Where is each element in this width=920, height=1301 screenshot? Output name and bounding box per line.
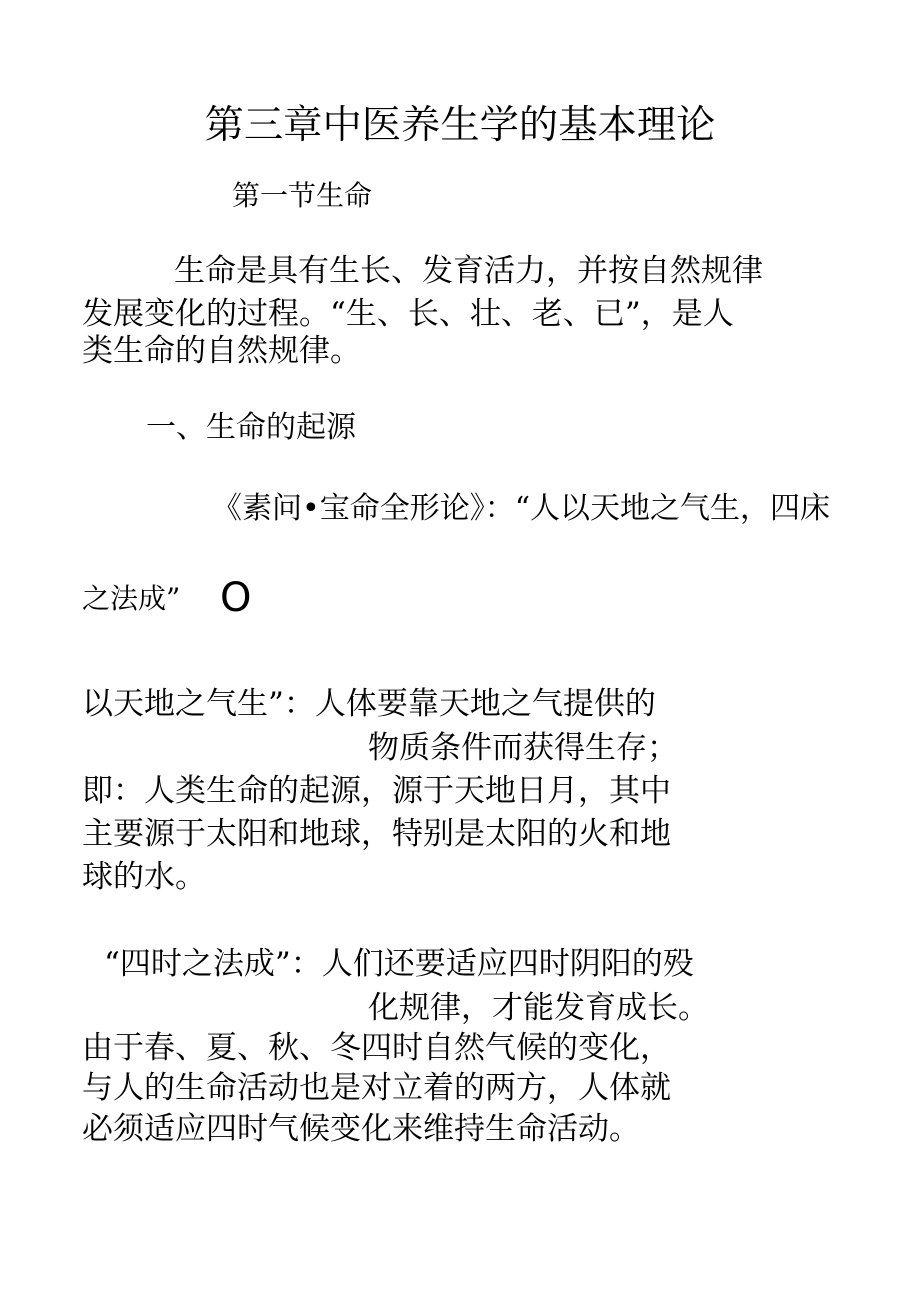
intro-line-2: 发展变化的过程。“生、长、壮、老、已”，是人	[82, 296, 734, 332]
chapter-title: 第三章中医养生学的基本理论	[204, 103, 716, 148]
explanation1-line-3: 即：人类生命的起源，源于天地日月，其中	[82, 773, 671, 809]
intro-line-3: 类生命的自然规律。	[82, 333, 361, 369]
explanation2-line-2: 化规律，才能发育成长。	[368, 990, 709, 1026]
quote-end-mark: O	[220, 575, 252, 621]
explanation2-line-3: 由于春、夏、秋、冬四时自然气候的变化，	[82, 1030, 671, 1066]
explanation1-line-1: 以天地之气生”：人体要靠天地之气提供的	[82, 686, 656, 722]
explanation2-line-5: 必须适应四时气候变化来维持生命活动。	[82, 1111, 640, 1147]
subsection-title: 一、生命的起源	[146, 410, 356, 445]
explanation2-line-1: “四时之法成”：人们还要适应四时阴阳的殁	[104, 946, 694, 982]
explanation1-line-2: 物质条件而获得生存；	[368, 730, 678, 766]
intro-line-1: 生命是具有生长、发育活力，并按自然规律	[174, 253, 763, 289]
quote-line-1: 《素问•宝命全形论》：“人以天地之气生，四床	[212, 491, 831, 526]
quote-line-2: 之法成”	[82, 582, 181, 615]
explanation1-line-4: 主要源于太阳和地球，特别是太阳的火和地	[82, 816, 671, 852]
explanation1-line-5: 球的水。	[82, 859, 206, 895]
section-title: 第一节生命	[232, 179, 373, 212]
explanation2-line-4: 与人的生命活动也是对立着的两方，人体就	[82, 1070, 671, 1106]
